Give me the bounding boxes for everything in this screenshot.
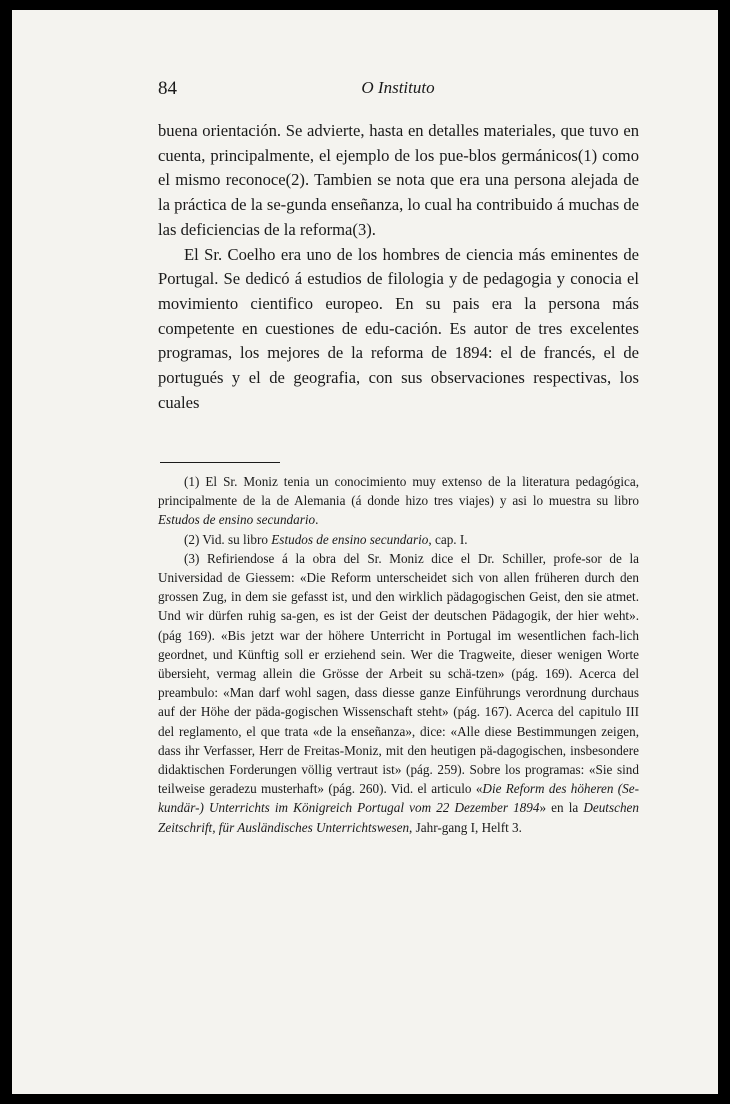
footnote-3-mid: » en la bbox=[539, 800, 584, 816]
running-title: O Instituto bbox=[361, 78, 435, 97]
footnote-3-text: (3) Refiriendose á la obra del Sr. Moniz dice el Dr. Schiller, profe-sor de la Universidad de Giessem: «Die Reform unterscheidet sich von allen früheren durch den grossen Zug, in dem sie gefasst ist, und den wirklich pädagogischen Geist, den sie atmet. Und wir dürfen ruhig sa-gen, es ist der Geist der deutschen Pädagogik, der hier weht». (pág 169). «Bis jetzt war der höhere Unterricht in Portugal im wesentlichen fach-lich geordnet, und Künftig soll er erziehend sein. Wer die Tragweite, dieser wenigen Worte übersieht, vermag allein die Grösse der Arbeit su schä-tzen» (pág. 169). Acerca del preambulo: «Man darf wohl sagen, dass diesse ganze Einführungs verordnung durchaus auf der Höhe der päda-gogischen Wissenschaft steht» (pág. 167). Acerca del capitulo III del reglamento, el que trata «de la enseñanza», dice: «Alle diese Bestimmungen zeigen, dass ihr Verfasser, Herr de Freitas-Moniz, mit den heutigen pä-dagogischen, insbesondere didaktischen Forderungen völlig vertraut ist» (pág. 259). Sobre los programas: «Sie sind teilweise geradezu musterhaft» (pág. 260). Vid. el articulo « bbox=[158, 550, 639, 797]
footnote-ref-1: (1) bbox=[577, 145, 598, 165]
footnote-3 bbox=[158, 549, 639, 837]
footnote-1-end: . bbox=[315, 512, 319, 528]
page-header bbox=[158, 78, 638, 106]
footnote-1-book-title: Estudos de ensino secundario bbox=[158, 512, 316, 528]
footnote-3-journal-title: Deutschen Zeitschrift, für Ausländisches Unterrichtswesen bbox=[158, 800, 639, 835]
footnote-2 bbox=[158, 530, 639, 549]
footnote-2-text: (2) Vid. su libro bbox=[184, 531, 272, 547]
paragraph-1-text-c: . Tambien se nota que era una persona alejada de la práctica de la se-gunda enseñanza, lo cual ha contribuido á muchas de las deficiencias de la reforma bbox=[158, 170, 639, 239]
book-page bbox=[12, 10, 718, 1094]
footnote-1 bbox=[158, 472, 639, 530]
footnote-divider bbox=[160, 462, 280, 463]
footnote-2-book-title: Estudos de ensino secundario bbox=[271, 531, 429, 547]
page-number: 84 bbox=[158, 78, 177, 99]
footnote-2-end: , cap. I. bbox=[428, 531, 468, 547]
paragraph-1-text-d: . bbox=[371, 219, 376, 239]
footnote-3-article-title: Die Reform des höheren (Se-kundär-) Unterrichts im Königreich Portugal vom 22 Dezember 1894 bbox=[158, 781, 639, 816]
footnote-1-text: (1) El Sr. Moniz tenia un conocimiento muy extenso de la literatura pedagógica, principalmente de la de Alemania (á donde hizo tres viajes) y asi lo muestra su libro bbox=[158, 474, 639, 509]
footnote-3-end: , Jahr-gang I, Helft 3. bbox=[409, 819, 522, 835]
footnote-ref-3: (3) bbox=[352, 219, 372, 239]
paragraph-2: El Sr. Coelho era uno de los hombres de ciencia más eminentes de Portugal. Se dedicó á estudios de filologia y de pedagogia y conocia el movimiento cientifico europeo. En su pais era la persona más competente en cuestiones de edu-cación. Es autor de tres excelentes programas, los mejores de la reforma de 1894: el de francés, el de portugués y el de geografia, con sus observaciones respectivas, los cuales bbox=[158, 244, 639, 412]
main-text bbox=[158, 119, 639, 415]
footnotes bbox=[158, 472, 639, 837]
paragraph-1 bbox=[158, 119, 639, 243]
paragraph-1-text-b: como el mismo reconoce bbox=[158, 145, 639, 190]
footnote-ref-2: (2) bbox=[285, 170, 305, 190]
paragraph-1-text-a: buena orientación. Se advierte, hasta en detalles materiales, que tuvo en cuenta, principalmente, el ejemplo de los pue-blos germánicos bbox=[158, 121, 639, 165]
